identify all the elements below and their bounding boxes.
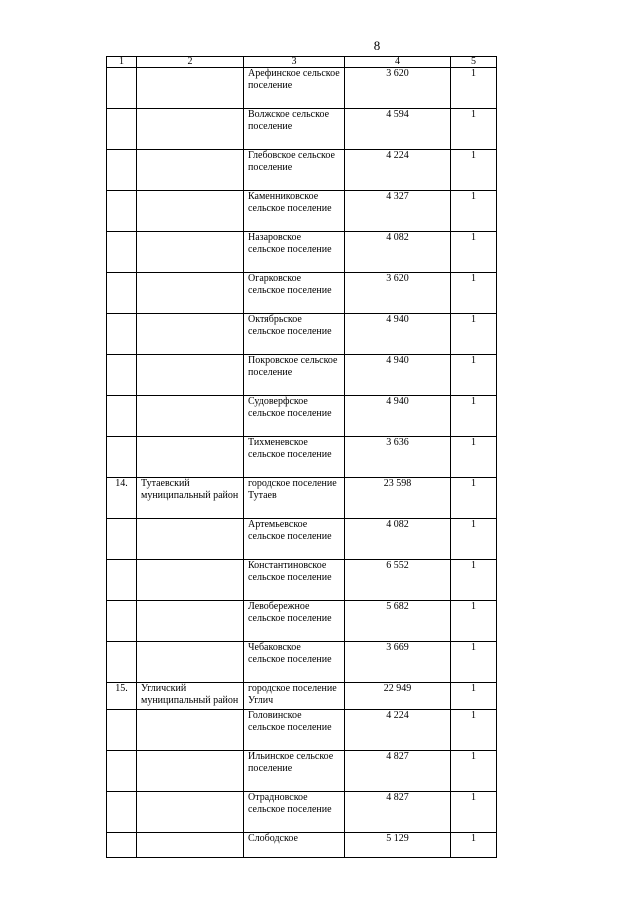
table-row bbox=[107, 683, 497, 710]
column-header: 3 bbox=[244, 57, 345, 68]
column-header: 5 bbox=[451, 57, 497, 68]
value-col4-cell: 4 940 bbox=[345, 396, 451, 437]
row-number-cell bbox=[107, 396, 137, 437]
value-col5-cell: 1 bbox=[451, 68, 497, 109]
table-header-row bbox=[107, 57, 497, 68]
value-col4-cell: 6 552 bbox=[345, 560, 451, 601]
value-col4-cell: 3 620 bbox=[345, 273, 451, 314]
value-col4-cell: 4 224 bbox=[345, 150, 451, 191]
table-row bbox=[107, 150, 497, 191]
row-number-cell bbox=[107, 519, 137, 560]
district-cell bbox=[137, 191, 244, 232]
value-col4-cell: 4 224 bbox=[345, 710, 451, 751]
value-col5-cell: 1 bbox=[451, 191, 497, 232]
settlements-table bbox=[106, 56, 497, 858]
settlement-cell: Ильинское сельское поселение bbox=[244, 751, 345, 792]
district-cell bbox=[137, 792, 244, 833]
table-row bbox=[107, 232, 497, 273]
settlement-cell: городское поселение Тутаев bbox=[244, 478, 345, 519]
table-row bbox=[107, 710, 497, 751]
table-row bbox=[107, 191, 497, 232]
district-cell bbox=[137, 560, 244, 601]
settlement-cell: Судоверфское сельское поселение bbox=[244, 396, 345, 437]
value-col5-cell: 1 bbox=[451, 710, 497, 751]
value-col4-cell: 4 827 bbox=[345, 792, 451, 833]
value-col4-cell: 3 636 bbox=[345, 437, 451, 478]
value-col4-cell: 4 327 bbox=[345, 191, 451, 232]
value-col5-cell: 1 bbox=[451, 232, 497, 273]
row-number-cell bbox=[107, 437, 137, 478]
row-number-cell bbox=[107, 273, 137, 314]
row-number-cell bbox=[107, 751, 137, 792]
district-cell bbox=[137, 710, 244, 751]
value-col4-cell: 4 082 bbox=[345, 232, 451, 273]
settlement-cell: Отрадновское сельское поселение bbox=[244, 792, 345, 833]
value-col5-cell: 1 bbox=[451, 792, 497, 833]
row-number-cell bbox=[107, 601, 137, 642]
value-col4-cell: 4 594 bbox=[345, 109, 451, 150]
table-row bbox=[107, 560, 497, 601]
row-number-cell bbox=[107, 109, 137, 150]
table-row bbox=[107, 437, 497, 478]
settlement-cell: Левобережное сельское поселение bbox=[244, 601, 345, 642]
settlement-cell: городское поселение Углич bbox=[244, 683, 345, 710]
value-col5-cell: 1 bbox=[451, 478, 497, 519]
value-col4-cell: 3 669 bbox=[345, 642, 451, 683]
row-number-cell: 15. bbox=[107, 683, 137, 710]
row-number-cell: 14. bbox=[107, 478, 137, 519]
column-header: 4 bbox=[345, 57, 451, 68]
district-cell bbox=[137, 232, 244, 273]
table-row bbox=[107, 601, 497, 642]
settlement-cell: Каменниковское сельское поселение bbox=[244, 191, 345, 232]
settlement-cell: Назаровское сельское поселение bbox=[244, 232, 345, 273]
table-row bbox=[107, 273, 497, 314]
column-header: 2 bbox=[137, 57, 244, 68]
table-row bbox=[107, 478, 497, 519]
district-cell bbox=[137, 833, 244, 858]
value-col4-cell: 5 682 bbox=[345, 601, 451, 642]
settlement-cell: Слободское bbox=[244, 833, 345, 858]
row-number-cell bbox=[107, 792, 137, 833]
value-col5-cell: 1 bbox=[451, 355, 497, 396]
table-row bbox=[107, 109, 497, 150]
value-col5-cell: 1 bbox=[451, 683, 497, 710]
value-col5-cell: 1 bbox=[451, 150, 497, 191]
value-col4-cell: 4 082 bbox=[345, 519, 451, 560]
table-row bbox=[107, 68, 497, 109]
value-col5-cell: 1 bbox=[451, 560, 497, 601]
value-col5-cell: 1 bbox=[451, 396, 497, 437]
table-row bbox=[107, 792, 497, 833]
value-col4-cell: 4 940 bbox=[345, 355, 451, 396]
column-header: 1 bbox=[107, 57, 137, 68]
table-row bbox=[107, 519, 497, 560]
value-col5-cell: 1 bbox=[451, 314, 497, 355]
district-cell bbox=[137, 273, 244, 314]
page-number: 8 bbox=[373, 38, 381, 53]
table-row bbox=[107, 833, 497, 858]
district-cell bbox=[137, 150, 244, 191]
value-col4-cell: 4 940 bbox=[345, 314, 451, 355]
district-cell bbox=[137, 519, 244, 560]
settlement-cell: Константиновское сельское поселение bbox=[244, 560, 345, 601]
value-col4-cell: 5 129 bbox=[345, 833, 451, 858]
district-cell bbox=[137, 68, 244, 109]
row-number-cell bbox=[107, 314, 137, 355]
value-col4-cell: 3 620 bbox=[345, 68, 451, 109]
settlement-cell: Глебовское сельское поселение bbox=[244, 150, 345, 191]
table-row bbox=[107, 355, 497, 396]
district-cell bbox=[137, 355, 244, 396]
district-cell bbox=[137, 437, 244, 478]
settlement-cell: Огарковское сельское поселение bbox=[244, 273, 345, 314]
value-col5-cell: 1 bbox=[451, 437, 497, 478]
table-row bbox=[107, 396, 497, 437]
table-row bbox=[107, 642, 497, 683]
value-col5-cell: 1 bbox=[451, 642, 497, 683]
settlement-cell: Артемьевское сельское поселение bbox=[244, 519, 345, 560]
value-col4-cell: 22 949 bbox=[345, 683, 451, 710]
settlement-cell: Арефинское сельское поселение bbox=[244, 68, 345, 109]
value-col5-cell: 1 bbox=[451, 109, 497, 150]
row-number-cell bbox=[107, 710, 137, 751]
value-col5-cell: 1 bbox=[451, 833, 497, 858]
value-col4-cell: 23 598 bbox=[345, 478, 451, 519]
row-number-cell bbox=[107, 68, 137, 109]
value-col4-cell: 4 827 bbox=[345, 751, 451, 792]
value-col5-cell: 1 bbox=[451, 273, 497, 314]
district-cell: Угличский муниципальный район bbox=[137, 683, 244, 710]
district-cell bbox=[137, 601, 244, 642]
table-row bbox=[107, 314, 497, 355]
row-number-cell bbox=[107, 642, 137, 683]
district-cell bbox=[137, 396, 244, 437]
table-row bbox=[107, 751, 497, 792]
row-number-cell bbox=[107, 560, 137, 601]
row-number-cell bbox=[107, 191, 137, 232]
settlement-cell: Чебаковское сельское поселение bbox=[244, 642, 345, 683]
row-number-cell bbox=[107, 150, 137, 191]
district-cell bbox=[137, 314, 244, 355]
value-col5-cell: 1 bbox=[451, 751, 497, 792]
district-cell bbox=[137, 751, 244, 792]
value-col5-cell: 1 bbox=[451, 601, 497, 642]
district-cell: Тутаевский муниципальный район bbox=[137, 478, 244, 519]
row-number-cell bbox=[107, 355, 137, 396]
value-col5-cell: 1 bbox=[451, 519, 497, 560]
settlement-cell: Октябрьское сельское поселение bbox=[244, 314, 345, 355]
row-number-cell bbox=[107, 833, 137, 858]
district-cell bbox=[137, 109, 244, 150]
settlement-cell: Покровское сельское поселение bbox=[244, 355, 345, 396]
settlement-cell: Волжское сельское поселение bbox=[244, 109, 345, 150]
row-number-cell bbox=[107, 232, 137, 273]
settlement-cell: Тихменевское сельское поселение bbox=[244, 437, 345, 478]
settlement-cell: Головинское сельское поселение bbox=[244, 710, 345, 751]
district-cell bbox=[137, 642, 244, 683]
